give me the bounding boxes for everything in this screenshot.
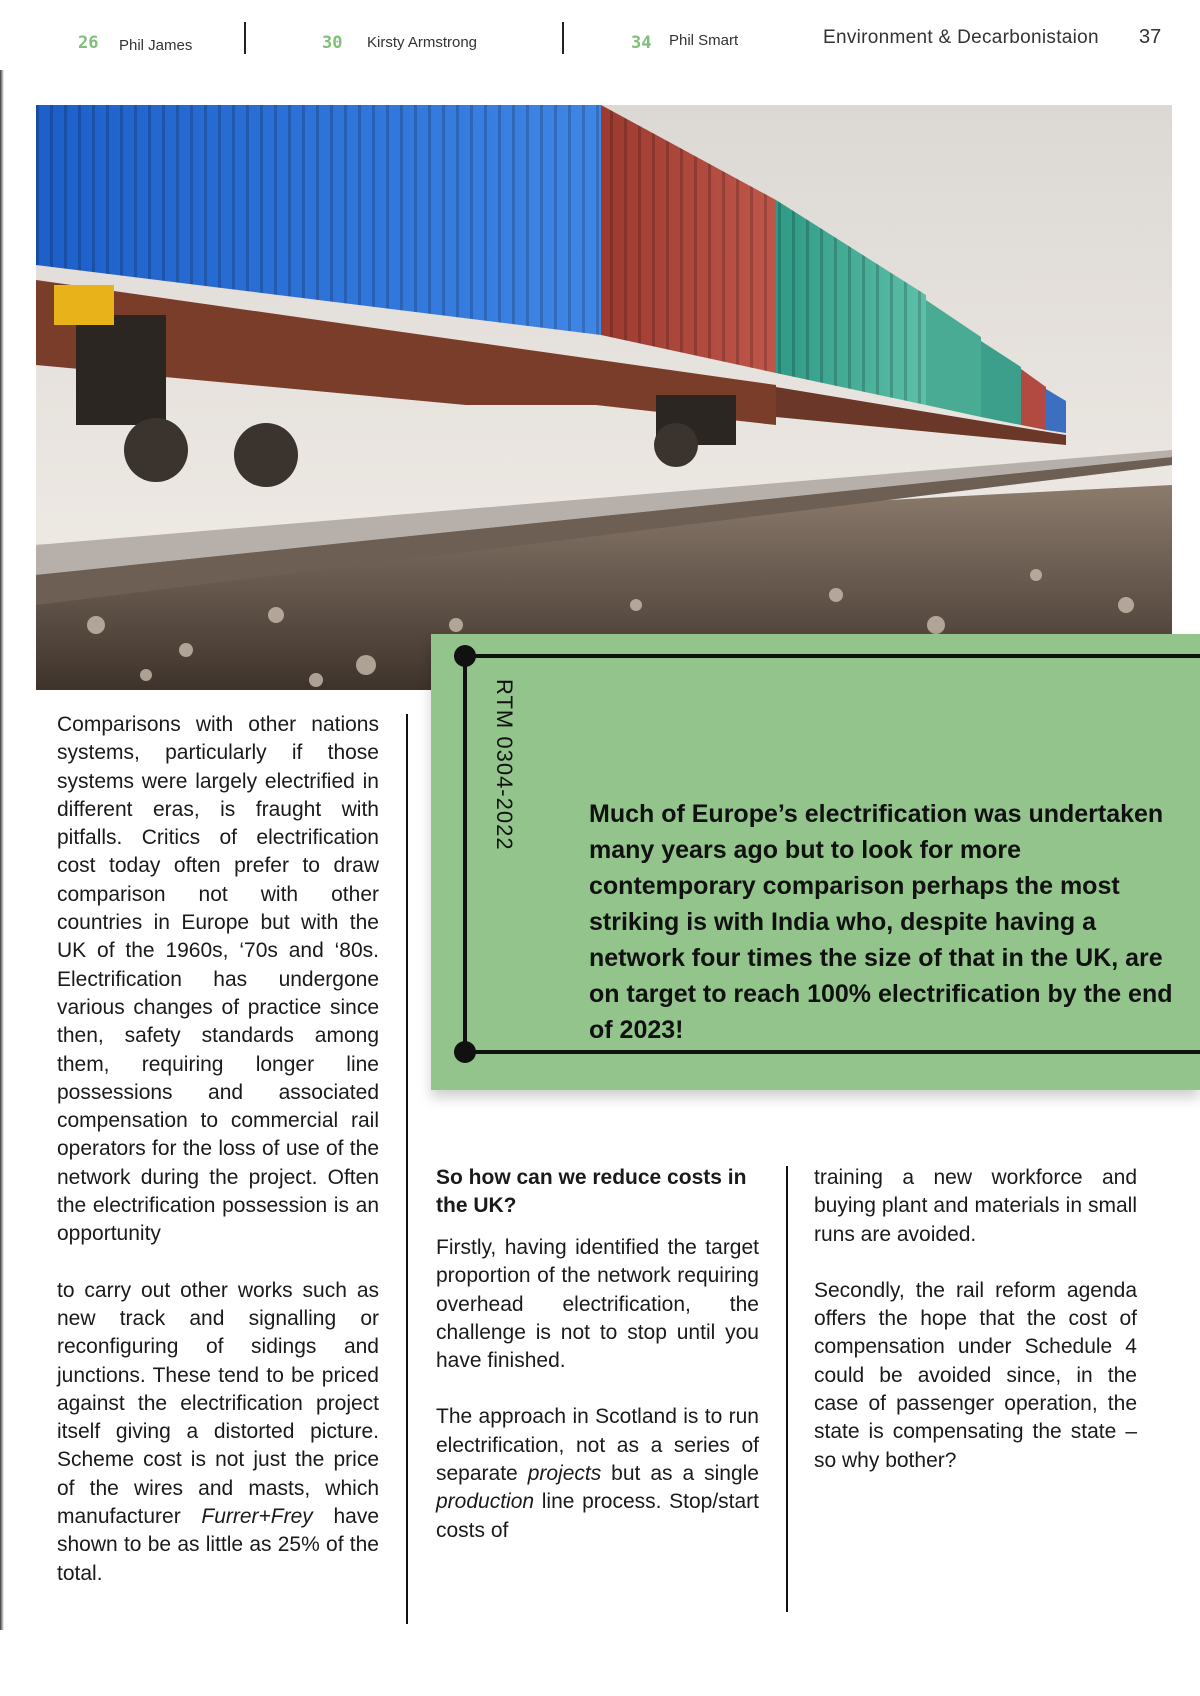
body-text: line process. Stop/start costs of	[436, 1490, 759, 1542]
pull-quote-reference-code: RTM 0304-2022	[492, 679, 517, 851]
section-title: Environment & Decarbonistaion	[823, 27, 1099, 48]
body-paragraph	[57, 1277, 379, 1588]
contributor-name[interactable]: Kirsty Armstrong	[367, 34, 478, 51]
body-text: The approach in Scotland is to run electrification, not as a series of separate	[436, 1405, 759, 1486]
body-paragraph: Secondly, the rail reform agenda offers the hope that the cost of compensation under Schedule 4 could be avoided since, in the case of passenger operation, the state is compensating the state – so why bother?	[814, 1278, 1137, 1472]
contributor-name[interactable]: Phil Smart	[669, 32, 739, 49]
header-divider	[244, 22, 246, 54]
contributor-page-number[interactable]: 34	[631, 33, 652, 53]
pull-quote-top-rule	[465, 654, 1200, 658]
pull-quote-dot	[454, 1041, 476, 1063]
page-edge-shadow	[0, 70, 4, 1630]
pull-quote-text: Much of Europe’s electrification was undertaken many years ago but to look for more contemporary comparison perhaps the most striking is with India who, despite having a network four times the size of that in the UK, are on target to reach 100% electrification by the end of 2023!	[589, 800, 1173, 1044]
contributor-page-number[interactable]: 26	[78, 33, 99, 53]
body-paragraph	[436, 1403, 759, 1544]
emphasis-text: Furrer+Frey	[201, 1505, 313, 1529]
body-text: but as a single	[601, 1462, 759, 1486]
body-paragraph: Firstly, having identified the target proportion of the network requiring overhead electrification, the challenge is not to stop until you have finished.	[436, 1236, 759, 1373]
pull-quote-bottom-rule	[465, 1050, 1200, 1054]
pull-quote-box	[431, 634, 1200, 1090]
column-divider	[786, 1166, 788, 1612]
pull-quote-vertical-rule	[463, 654, 467, 1054]
body-paragraph: training a new workforce and buying plant and materials in small runs are avoided.	[814, 1166, 1137, 1246]
contributor-name[interactable]: Phil James	[119, 37, 193, 54]
article-column-3	[814, 1164, 1137, 1503]
body-text: to carry out other works such as new track and signalling or reconfiguring of sidings and junctions. These tend to be priced against the electrification project itself giving a distorted picture. Scheme cost is not just the price of the wires and masts, which manufacturer	[57, 1278, 379, 1529]
emphasis-text: projects	[527, 1462, 602, 1486]
pull-quote-dot	[454, 645, 476, 667]
column-divider	[406, 714, 408, 1624]
body-paragraph: Comparisons with other nations systems, particularly if those systems were largely electrified in different eras, is fraught with pitfalls. Critics of electrification cost today often prefer to draw comparison not with other countries in Europe but with the UK of the 1960s, ‘70s and ‘80s. Electrification has undergone various changes of practice since then, safety standards among them, requiring longer line possessions and associated compensation to commercial rail operators for the loss of use of the network during the project. Often the electrification possession is an opportunity	[57, 713, 379, 1246]
article-column-2	[436, 1164, 759, 1573]
header-divider	[562, 22, 564, 54]
article-column-1	[57, 711, 379, 1616]
emphasis-text: production	[436, 1490, 535, 1514]
contributor-page-number[interactable]: 30	[322, 33, 343, 53]
body-text: have shown to be as little as 25% of the total.	[57, 1505, 379, 1585]
freight-train-photo	[36, 105, 1172, 690]
section-heading: So how can we reduce costs in the UK?	[436, 1166, 747, 1217]
page-number: 37	[1139, 26, 1162, 48]
